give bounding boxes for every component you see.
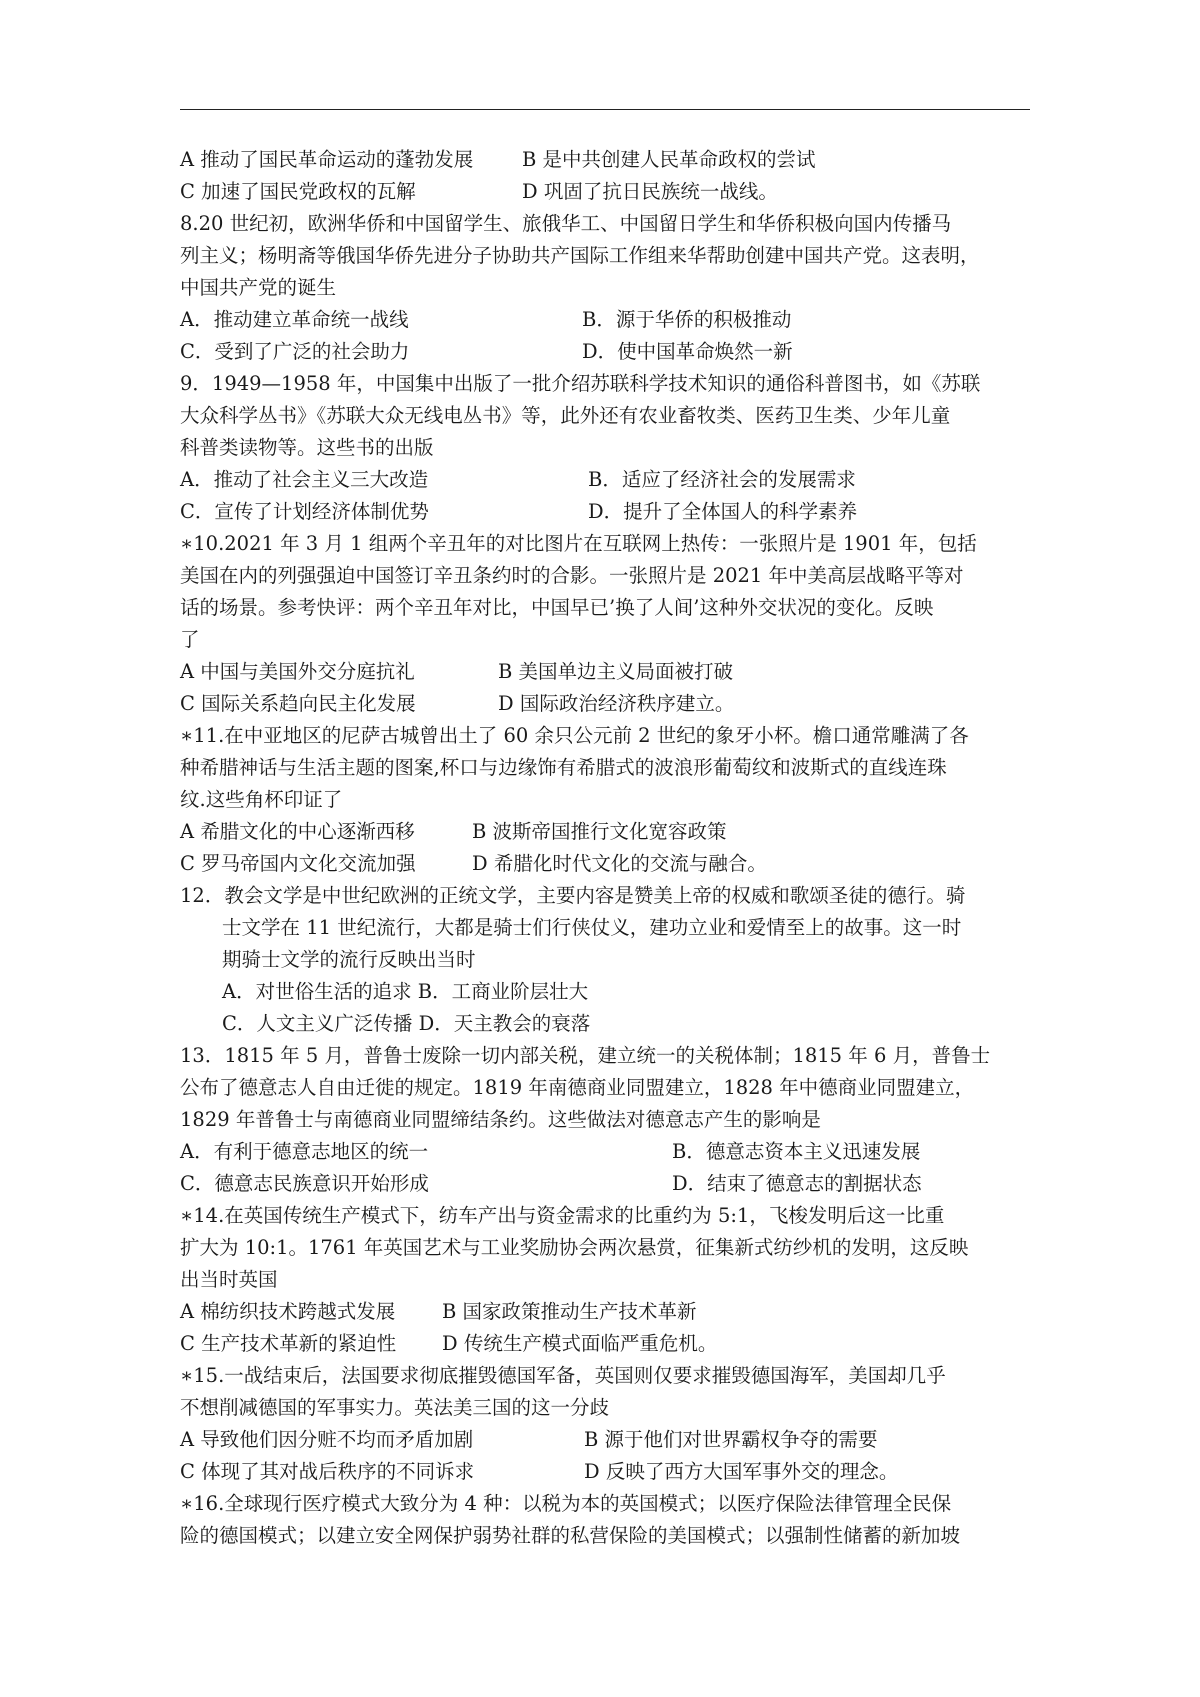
q7-option-a[interactable]: A 推动了国民革命运动的蓬勃发展 [180,148,474,171]
q7-options-row1 [180,144,1040,176]
q8-option-a[interactable]: A．推动建立革命统一战线 [180,308,409,331]
q11-option-d[interactable]: D 希腊化时代文化的交流与融合。 [472,852,767,875]
q9-option-c[interactable]: C．宣传了计划经济体制优势 [180,500,429,523]
q14-stem-line1: ∗14.在英国传统生产模式下，纺车产出与资金需求的比重约为 5:1，飞梭发明后这一比重 [180,1204,945,1227]
q15-option-d[interactable]: D 反映了西方大国军事外交的理念。 [584,1460,899,1483]
q13-option-c[interactable]: C．德意志民族意识开始形成 [180,1172,429,1195]
q10-options-row2 [180,688,1040,720]
q15-option-b[interactable]: B 源于他们对世界霸权争夺的需要 [584,1428,878,1451]
q14-option-d[interactable]: D 传统生产模式面临严重危机。 [442,1332,718,1355]
q9-stem-line3: 科普类读物等。这些书的出版 [180,436,434,459]
q8-option-d[interactable]: D．使中国革命焕然一新 [582,340,793,363]
q8-option-c[interactable]: C．受到了广泛的社会助力 [180,340,410,363]
q8-stem-line3: 中国共产党的诞生 [180,276,337,299]
q10-stem-line2: 美国在内的列强强迫中国签订辛丑条约时的合影。一张照片是 2021 年中美高层战略平等对 [180,564,964,587]
exam-page [180,144,1040,1552]
q13-stem-line1: 13．1815 年 5 月，普鲁士废除一切内部关税，建立统一的关税体制；1815 年 6 月，普鲁士 [180,1044,991,1067]
q10-option-d[interactable]: D 国际政治经济秩序建立。 [498,692,735,715]
q11-option-c[interactable]: C 罗马帝国内文化交流加强 [180,852,416,875]
q9-options-row2 [180,496,1040,528]
q8-options-row1 [180,304,1040,336]
q11-option-a[interactable]: A 希腊文化的中心逐渐西移 [180,820,415,843]
q16-stem-line1: ∗16.全球现行医疗模式大致分为 4 种：以税为本的英国模式；以医疗保险法律管理全民保 [180,1492,952,1515]
q11-options-row1 [180,816,1040,848]
q10-option-b[interactable]: B 美国单边主义局面被打破 [498,660,734,683]
q16-stem-line2: 险的德国模式；以建立安全网保护弱势社群的私营保险的美国模式；以强制性储蓄的新加坡 [180,1524,961,1547]
q8-stem-line1: 8.20 世纪初，欧洲华侨和中国留学生、旅俄华工、中国留日学生和华侨积极向国内传播马 [180,212,952,235]
q14-option-b[interactable]: B 国家政策推动生产技术革新 [442,1300,697,1323]
q11-option-b[interactable]: B 波斯帝国推行文化宽容政策 [472,820,727,843]
q10-stem-line3: 话的场景。参考快评：两个辛丑年对比，中国早已’换了人间’这种外交状况的变化。反映 [180,596,934,619]
q14-stem-line3: 出当时英国 [180,1268,278,1291]
q14-option-c[interactable]: C 生产技术革新的紧迫性 [180,1332,397,1355]
q15-stem-line2: 不想削减德国的军事实力。英法美三国的这一分歧 [180,1396,610,1419]
q7-options-row2 [180,176,1040,208]
q12-options-cd[interactable]: C．人文主义广泛传播 D．天主教会的衰落 [222,1012,591,1035]
q10-options-row1 [180,656,1040,688]
q15-stem-line1: ∗15.一战结束后，法国要求彻底摧毁德国军备，英国则仅要求摧毁德国海军，美国却几乎 [180,1364,946,1387]
q9-option-b[interactable]: B．适应了经济社会的发展需求 [588,468,856,491]
q9-options-row1 [180,464,1040,496]
q10-stem-line4: 了 [180,628,200,651]
q9-stem-line2: 大众科学丛书》《苏联大众无线电丛书》等，此外还有农业畜牧类、医药卫生类、少年儿童 [180,404,951,427]
q9-option-d[interactable]: D．提升了全体国人的科学素养 [588,500,858,523]
q7-option-c[interactable]: C 加速了国民党政权的瓦解 [180,180,416,203]
q9-stem-line1: 9．1949—1958 年，中国集中出版了一批介绍苏联科学技术知识的通俗科普图书，如《苏联 [180,372,981,395]
q11-stem-line1: ∗11.在中亚地区的尼萨古城曾出土了 60 余只公元前 2 世纪的象牙小杯。檐口通常雕满了各 [180,724,969,747]
q14-option-a[interactable]: A 棉纺织技术跨越式发展 [180,1300,396,1323]
q10-stem-line1: ∗10.2021 年 3 月 1 组两个辛丑年的对比图片在互联网上热传：一张照片是 1901 年，包括 [180,532,977,555]
q10-option-a[interactable]: A 中国与美国外交分庭抗礼 [180,660,415,683]
q13-stem-line2: 公布了德意志人自由迁徙的规定。1819 年南德商业同盟建立，1828 年中德商业同盟建立， [180,1076,975,1099]
q11-options-row2 [180,848,1040,880]
q7-option-b[interactable]: B 是中共创建人民革命政权的尝试 [522,148,816,171]
q15-option-c[interactable]: C 体现了其对战后秩序的不同诉求 [180,1460,475,1483]
q11-stem-line3: 纹.这些角杯印证了 [180,788,343,811]
q13-stem-line3: 1829 年普鲁士与南德商业同盟缔结条约。这些做法对德意志产生的影响是 [180,1108,821,1131]
q12-options-ab[interactable]: A．对世俗生活的追求 B．工商业阶层壮大 [222,980,589,1003]
q7-option-d[interactable]: D 巩固了抗日民族统一战线。 [522,180,778,203]
q13-option-d[interactable]: D．结束了德意志的割据状态 [672,1172,922,1195]
q12-stem-line2: 士文学在 11 世纪流行，大都是骑士们行侠仗义，建功立业和爱情至上的故事。这一时 [222,916,962,939]
q8-stem-line2: 列主义；杨明斋等俄国华侨先进分子协助共产国际工作组来华帮助创建中国共产党。这表明， [180,244,980,267]
header-rule [180,109,1030,110]
q13-options-row2 [180,1168,1040,1200]
q14-options-row2 [180,1328,1040,1360]
q14-stem-line2: 扩大为 10:1。1761 年英国艺术与工业奖励协会两次悬赏，征集新式纺纱机的发明，这反映 [180,1236,969,1259]
q15-options-row1 [180,1424,1040,1456]
q13-option-a[interactable]: A．有利于德意志地区的统一 [180,1140,429,1163]
q8-options-row2 [180,336,1040,368]
q12-stem-line1: 12．教会文学是中世纪欧洲的正统文学，主要内容是赞美上帝的权威和歌颂圣徒的德行。骑 [180,884,966,907]
q11-stem-line2: 种希腊神话与生活主题的图案,杯口与边缘饰有希腊式的波浪形葡萄纹和波斯式的直线连珠 [180,756,947,779]
q13-option-b[interactable]: B．德意志资本主义迅速发展 [672,1140,921,1163]
q8-option-b[interactable]: B．源于华侨的积极推动 [582,308,792,331]
q13-options-row1 [180,1136,1040,1168]
q9-option-a[interactable]: A．推动了社会主义三大改造 [180,468,429,491]
q15-options-row2 [180,1456,1040,1488]
q10-option-c[interactable]: C 国际关系趋向民主化发展 [180,692,416,715]
q12-stem-line3: 期骑士文学的流行反映出当时 [222,948,476,971]
q15-option-a[interactable]: A 导致他们因分赃不均而矛盾加剧 [180,1428,474,1451]
q14-options-row1 [180,1296,1040,1328]
